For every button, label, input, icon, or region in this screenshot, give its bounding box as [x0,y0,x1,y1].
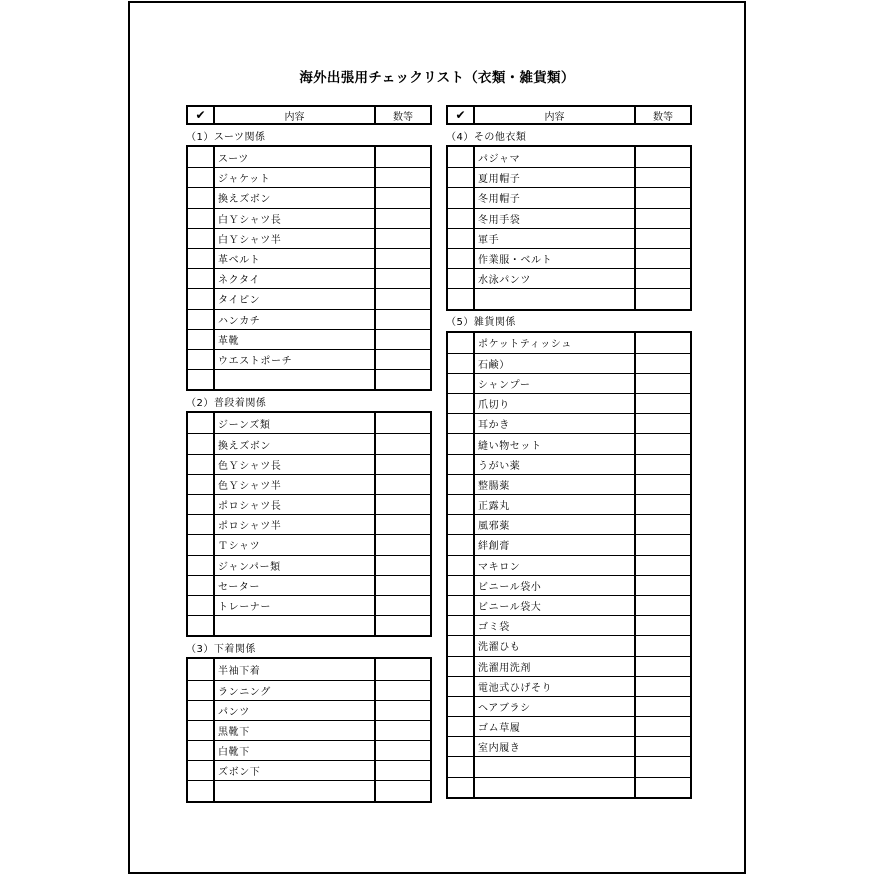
checklist-row [448,228,690,248]
checklist-row [188,309,430,329]
check-box[interactable] [188,455,215,474]
item-name: 洗濯ひも [475,636,636,655]
checklist-table [186,145,432,391]
check-box[interactable] [448,147,475,167]
check-box[interactable] [448,737,475,756]
item-name [475,757,636,776]
check-box[interactable] [448,778,475,797]
checklist-table [446,331,692,799]
item-name: ハンカチ [215,310,376,329]
check-box[interactable] [448,188,475,207]
quantity-cell[interactable] [636,737,690,756]
quantity-cell[interactable] [636,229,690,248]
checklist-right-column [446,105,692,799]
quantity-cell[interactable] [636,147,690,167]
table-header [186,105,432,125]
quantity-cell[interactable] [636,475,690,494]
check-box[interactable] [188,310,215,329]
check-box[interactable] [188,701,215,720]
quantity-cell[interactable] [376,188,430,207]
table-header [446,105,692,125]
item-name [475,778,636,797]
quantity-cell[interactable] [376,209,430,228]
item-name: ゴム草履 [475,717,636,736]
item-name: うがい薬 [475,455,636,474]
checklist-row [188,474,430,494]
check-box[interactable] [448,535,475,554]
checklist-row [188,595,430,615]
quantity-cell[interactable] [636,249,690,268]
checklist-row [448,615,690,635]
quantity-cell[interactable] [376,495,430,514]
quantity-header: 数等 [653,111,673,123]
item-name: 夏用帽子 [475,168,636,187]
checklist-row [448,413,690,433]
checklist-row [188,454,430,474]
item-name: ビニール袋小 [475,576,636,595]
section-label: （4）その他衣類 [446,131,527,143]
checklist-row [448,147,690,167]
checklist-row [448,656,690,676]
quantity-cell[interactable] [636,354,690,373]
item-name: 風邪薬 [475,515,636,534]
check-box[interactable] [448,657,475,676]
check-box[interactable] [188,434,215,453]
item-name: 石鹸） [475,354,636,373]
checklist-row [448,288,690,308]
check-box[interactable] [188,249,215,268]
quantity-cell[interactable] [376,269,430,288]
quantity-cell[interactable] [636,636,690,655]
checklist-row [448,433,690,453]
checklist-row [188,514,430,534]
check-box[interactable] [448,269,475,288]
quantity-cell[interactable] [636,188,690,207]
checklist-left-column [186,105,432,803]
item-name: ポケットティッシュ [475,333,636,353]
checklist-row [448,208,690,228]
item-name [215,616,376,635]
item-name: 作業服・ベルト [475,249,636,268]
quantity-cell[interactable] [376,229,430,248]
quantity-cell[interactable] [636,289,690,308]
item-name: 換えズボン [215,434,376,453]
quantity-cell[interactable] [376,741,430,760]
checklist-row [188,147,430,167]
check-box[interactable] [188,209,215,228]
item-name: ランニング [215,681,376,700]
checklist-row [188,433,430,453]
checklist-row [448,167,690,187]
quantity-cell[interactable] [376,413,430,433]
section-label: （5）雑貨関係 [446,317,516,328]
quantity-cell[interactable] [376,330,430,349]
quantity-cell[interactable] [376,475,430,494]
item-name: 爪切り [475,394,636,413]
quantity-cell[interactable] [636,596,690,615]
check-box[interactable] [188,741,215,760]
check-box[interactable] [188,330,215,349]
check-box[interactable] [448,697,475,716]
quantity-cell[interactable] [636,515,690,534]
quantity-cell[interactable] [636,616,690,635]
checklist-row [448,454,690,474]
quantity-cell[interactable] [636,495,690,514]
quantity-cell[interactable] [376,455,430,474]
check-box[interactable] [448,495,475,514]
check-box[interactable] [448,455,475,474]
check-box[interactable] [448,333,475,353]
quantity-cell[interactable] [636,556,690,575]
quantity-cell[interactable] [376,249,430,268]
check-box[interactable] [188,721,215,740]
page-title: 海外出張用チェックリスト（衣類・雑貨類） [299,70,575,86]
item-name: 白靴下 [215,741,376,760]
item-name: 洗濯用洗剤 [475,657,636,676]
checklist-row [448,353,690,373]
checklist-row [188,329,430,349]
quantity-cell[interactable] [636,394,690,413]
quantity-cell[interactable] [636,209,690,228]
checklist-row [188,228,430,248]
check-box[interactable] [448,475,475,494]
item-name: トレーナー [215,596,376,615]
check-box[interactable] [188,289,215,308]
check-box[interactable] [188,147,215,167]
item-name: 正露丸 [475,495,636,514]
checklist-row [188,369,430,389]
section-label: （2）普段着関係 [186,397,267,409]
quantity-cell[interactable] [636,576,690,595]
check-box[interactable] [448,677,475,696]
item-name: ジャケット [215,168,376,187]
quantity-cell[interactable] [636,269,690,288]
checklist-row [448,187,690,207]
checklist-row [188,575,430,595]
quantity-cell[interactable] [636,697,690,716]
checklist-row [448,333,690,353]
item-name: 縫い物セット [475,434,636,453]
check-header: ✔ [188,107,215,123]
quantity-cell[interactable] [376,310,430,329]
checklist-row [188,268,430,288]
checklist-row [448,393,690,413]
check-box[interactable] [448,616,475,635]
check-box[interactable] [188,681,215,700]
checklist-row [448,248,690,268]
check-box[interactable] [188,659,215,679]
check-box[interactable] [448,414,475,433]
checklist-row [448,474,690,494]
quantity-cell[interactable] [376,659,430,679]
check-box[interactable] [448,289,475,308]
checklist-row [188,615,430,635]
checklist-row [448,373,690,393]
check-box[interactable] [188,168,215,187]
checklist-row [188,780,430,800]
item-name: パジャマ [475,147,636,167]
item-name: セーター [215,576,376,595]
item-name: ウエストポーチ [215,350,376,369]
check-box[interactable] [188,370,215,389]
quantity-cell[interactable] [376,350,430,369]
quantity-cell[interactable] [636,414,690,433]
quantity-cell[interactable] [636,778,690,797]
quantity-cell[interactable] [636,374,690,393]
check-box[interactable] [188,188,215,207]
check-box[interactable] [188,535,215,554]
checklist-row [448,494,690,514]
checklist-row [448,736,690,756]
check-box[interactable] [188,495,215,514]
checklist-row [448,716,690,736]
item-name: マキロン [475,556,636,575]
item-name: 整腸薬 [475,475,636,494]
checklist-table [446,145,692,311]
checklist-row [448,268,690,288]
checklist-row [448,595,690,615]
item-name [215,370,376,389]
quantity-cell[interactable] [376,781,430,800]
item-name: ゴミ袋 [475,616,636,635]
checklist-row [448,534,690,554]
item-name: ヘアブラシ [475,697,636,716]
content-header: 内容 [215,107,376,123]
item-name: ポロシャツ半 [215,515,376,534]
check-box[interactable] [448,168,475,187]
item-name: 色Ｙシャツ半 [215,475,376,494]
quantity-cell[interactable] [636,757,690,776]
quantity-header: 数等 [393,111,413,123]
item-name: 軍手 [475,229,636,248]
quantity-cell[interactable] [376,434,430,453]
check-box[interactable] [448,434,475,453]
check-box[interactable] [188,413,215,433]
item-name: 水泳パンツ [475,269,636,288]
item-name: スーツ [215,147,376,167]
check-box[interactable] [188,515,215,534]
quantity-cell[interactable] [376,721,430,740]
checklist-row [188,555,430,575]
check-box[interactable] [448,354,475,373]
check-box[interactable] [448,717,475,736]
checklist-row [188,494,430,514]
check-box[interactable] [188,761,215,780]
check-box[interactable] [188,616,215,635]
item-name: 絆創膏 [475,535,636,554]
quantity-cell[interactable] [376,761,430,780]
quantity-cell[interactable] [376,370,430,389]
quantity-cell[interactable] [636,455,690,474]
item-name: 革ベルト [215,249,376,268]
checklist-row [188,680,430,700]
checklist-row [448,756,690,776]
quantity-cell[interactable] [376,535,430,554]
item-name: 黒靴下 [215,721,376,740]
check-box[interactable] [188,781,215,800]
item-name: 革靴 [215,330,376,349]
item-name: シャンプー [475,374,636,393]
checklist-row [188,760,430,780]
quantity-cell[interactable] [376,701,430,720]
item-name: Ｔシャツ [215,535,376,554]
item-name: 耳かき [475,414,636,433]
quantity-cell[interactable] [376,596,430,615]
checklist-row [188,167,430,187]
checklist-row [188,288,430,308]
item-name: ジーンズ類 [215,413,376,433]
item-name: 半袖下着 [215,659,376,679]
check-box[interactable] [448,556,475,575]
checklist-row [448,514,690,534]
quantity-cell[interactable] [636,717,690,736]
quantity-cell[interactable] [636,535,690,554]
check-box[interactable] [448,636,475,655]
item-name: ネクタイ [215,269,376,288]
check-box[interactable] [188,576,215,595]
check-box[interactable] [188,475,215,494]
item-name: 冬用手袋 [475,209,636,228]
quantity-cell[interactable] [376,168,430,187]
quantity-cell[interactable] [636,434,690,453]
checklist-row [188,720,430,740]
checklist-row [188,740,430,760]
check-header: ✔ [448,107,475,123]
checklist-row [188,187,430,207]
item-name [475,289,636,308]
item-name [215,781,376,800]
check-box[interactable] [448,249,475,268]
check-box[interactable] [188,269,215,288]
checklist-row [448,676,690,696]
checklist-table [186,411,432,637]
quantity-cell[interactable] [636,333,690,353]
item-name: ポロシャツ長 [215,495,376,514]
item-name: 室内履き [475,737,636,756]
checklist-row [188,413,430,433]
quantity-cell[interactable] [636,657,690,676]
item-name: タイピン [215,289,376,308]
check-box[interactable] [448,394,475,413]
quantity-cell[interactable] [376,515,430,534]
check-box[interactable] [448,576,475,595]
check-box[interactable] [448,596,475,615]
item-name: 白Ｙシャツ半 [215,229,376,248]
check-box[interactable] [448,229,475,248]
check-box[interactable] [448,515,475,534]
item-name: 冬用帽子 [475,188,636,207]
quantity-cell[interactable] [376,556,430,575]
checklist-row [188,700,430,720]
check-box[interactable] [188,556,215,575]
item-name: 色Ｙシャツ長 [215,455,376,474]
quantity-cell[interactable] [376,576,430,595]
section-label: （3）下着関係 [186,643,256,655]
checklist-row [448,635,690,655]
quantity-cell[interactable] [636,677,690,696]
checklist-row [188,349,430,369]
item-name: パンツ [215,701,376,720]
checklist-row [188,659,430,679]
checklist-row [448,777,690,797]
check-box[interactable] [188,229,215,248]
quantity-cell[interactable] [376,147,430,167]
item-name: 白Ｙシャツ長 [215,209,376,228]
check-box[interactable] [188,350,215,369]
check-box[interactable] [448,374,475,393]
section-label: （1）スーツ関係 [186,131,266,143]
quantity-cell[interactable] [376,616,430,635]
checklist-row [188,208,430,228]
quantity-cell[interactable] [636,168,690,187]
checklist-table [186,657,432,802]
check-box[interactable] [188,596,215,615]
item-name: ジャンパー類 [215,556,376,575]
checklist-row [448,555,690,575]
quantity-cell[interactable] [376,289,430,308]
checklist-row [448,575,690,595]
item-name: 換えズボン [215,188,376,207]
checklist-row [188,534,430,554]
item-name: ビニール袋大 [475,596,636,615]
content-header: 内容 [475,107,636,123]
item-name: 電池式ひげそり [475,677,636,696]
check-box[interactable] [448,757,475,776]
check-box[interactable] [448,209,475,228]
checklist-row [188,248,430,268]
quantity-cell[interactable] [376,681,430,700]
item-name: ズボン下 [215,761,376,780]
checklist-row [448,696,690,716]
